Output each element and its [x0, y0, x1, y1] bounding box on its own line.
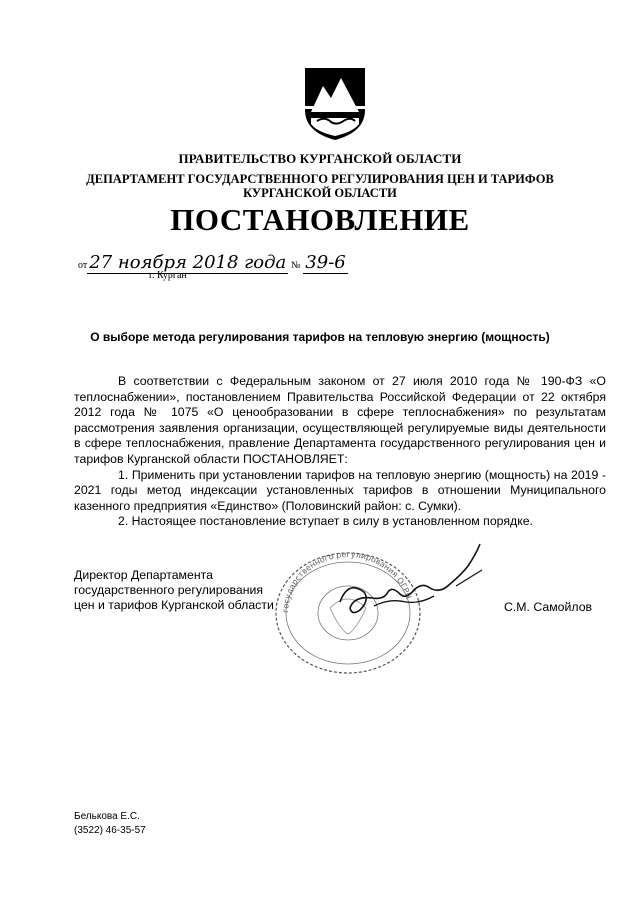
author-name: Белькова Е.С.: [74, 811, 140, 822]
handwritten-signature-icon: [330, 540, 490, 640]
signer-name: С.М. Самойлов: [504, 600, 593, 614]
body-item-1: 1. Применить при установлении тарифов на тепловую энергию (мощность) на 2019 - 2021 годы метод индексации установленных тарифов в отношении Муниципального казенного предприятия «Единство» (Половинский район: с. Сумки).: [74, 467, 606, 513]
department-name-line2: КУРГАНСКОЙ ОБЛАСТИ: [243, 186, 397, 200]
handwritten-number: 39-6: [305, 252, 346, 273]
number-prefix: №: [291, 260, 301, 271]
city-label: г. Курган: [149, 270, 187, 281]
author-phone: (3522) 46-35-57: [74, 825, 146, 836]
department-name: [0, 172, 640, 200]
signer-position: [74, 568, 274, 613]
handwritten-date: 27 ноября 2018 года: [89, 252, 287, 273]
signer-position-line3: цен и тарифов Курганской области: [74, 598, 274, 612]
document-body: [74, 374, 606, 530]
date-number-line: [78, 252, 348, 273]
document-type-title: ПОСТАНОВЛЕНИЕ: [170, 202, 470, 237]
body-intro-paragraph: В соответствии с Федеральным законом от 27 июля 2010 года № 190-ФЗ «О теплоснабжении», постановлением Правительства Российской Федерации от 22 октября 2012 года № 1075 «О ценообразовании в сфере теплоснабжения» по результатам рассмотрения заявления организации, осуществляющей регулируемые виды деятельности в сфере теплоснабжения, правление Департамента государственного регулирования цен и тарифов Курганской области ПОСТАНОВЛЯЕТ:: [74, 374, 606, 466]
date-prefix: от: [78, 260, 88, 271]
government-name: ПРАВИТЕЛЬСТВО КУРГАНСКОЙ ОБЛАСТИ: [178, 151, 462, 166]
signer-position-line1: Директор Департамента: [74, 568, 213, 582]
body-item-2: 2. Настоящее постановление вступает в силу в установленном порядке.: [118, 514, 533, 529]
coat-of-arms-icon: [303, 66, 367, 142]
stamp-text: государственного регулирования ОГРН: [280, 549, 413, 614]
department-name-line1: ДЕПАРТАМЕНТ ГОСУДАРСТВЕННОГО РЕГУЛИРОВАНИЯ ЦЕН И ТАРИФОВ: [86, 172, 554, 186]
signer-position-line2: государственного регулирования: [74, 583, 264, 597]
document-subject: О выборе метода регулирования тарифов на тепловую энергию (мощность): [90, 330, 550, 344]
document-footer: [74, 810, 146, 838]
